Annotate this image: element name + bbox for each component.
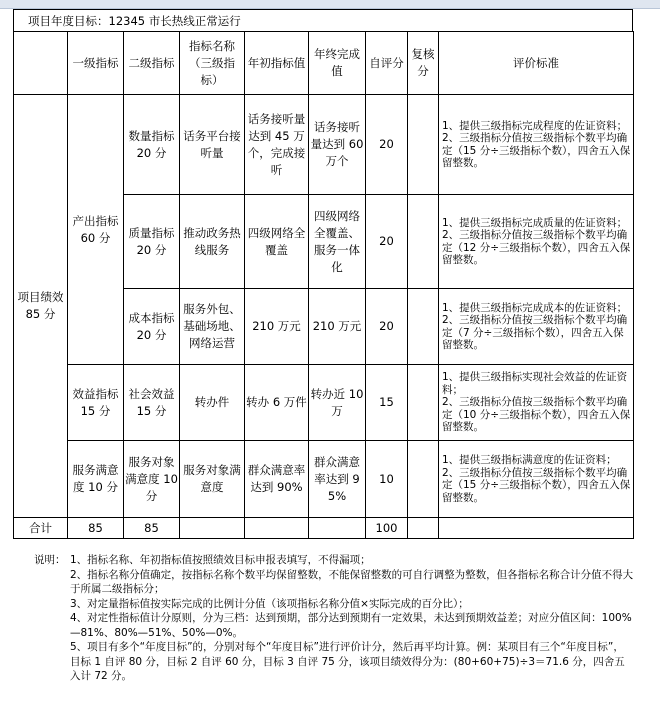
header-name: 指标名称（三级指标） <box>180 32 245 95</box>
final-cell: 转办近 10 万 <box>309 365 366 441</box>
note-item <box>34 568 634 597</box>
total-empty <box>245 518 309 539</box>
total-label: 合计 <box>14 518 68 539</box>
initial-cell: 210 万元 <box>245 289 309 365</box>
review-score-cell <box>408 195 439 289</box>
initial-cell: 群众满意率达到 90% <box>245 441 309 518</box>
note-text: 2、指标名称分值确定，按指标名称个数平均保留整数，不能保留整数的可自行调整为整数，但各指标名称合计分值不得大于所属二级指标分； <box>70 568 634 595</box>
notes-section <box>34 553 634 684</box>
review-score-cell <box>408 95 439 195</box>
level2-cell: 社会效益 15 分 <box>124 365 180 441</box>
standard-cell: 1、提供三级指标满意度的佐证资料； 2、三级指标分值按三级指标个数平均确定（15 分÷三级指标个数），四舍五入保留整数。 <box>439 441 634 518</box>
self-score-cell: 15 <box>366 365 408 441</box>
standard-cell: 1、提供三级指标完成成本的佐证资料； 2、三级指标分值按三级指标个数平均确定（7 分÷三级指标个数），四舍五入保留整数。 <box>439 289 634 365</box>
perf-label: 项目绩效 85 分 <box>14 95 68 518</box>
notes-label: 说明： <box>34 554 66 566</box>
project-goal: 项目年度目标：12345 市长热线正常运行 <box>13 9 633 31</box>
name-cell: 转办件 <box>180 365 245 441</box>
effect-label: 效益指标 15 分 <box>68 365 124 441</box>
table-row <box>14 441 634 518</box>
header-blank <box>14 32 68 95</box>
header-row <box>14 32 634 95</box>
evaluation-table <box>13 31 634 539</box>
note-item <box>34 597 634 612</box>
standard-cell: 1、提供三级指标完成质量的佐证资料； 2、三级指标分值按三级指标个数平均确定（12 分÷三级指标个数），四舍五入保留整数。 <box>439 195 634 289</box>
header-final: 年终完成值 <box>309 32 366 95</box>
table-row <box>14 95 634 195</box>
initial-cell: 话务接听量达到 45 万个，完成接听 <box>245 95 309 195</box>
header-level1: 一级指标 <box>68 32 124 95</box>
total-level1: 85 <box>68 518 124 539</box>
level2-cell: 数量指标 20 分 <box>124 95 180 195</box>
name-cell: 话务平台接听量 <box>180 95 245 195</box>
total-empty <box>180 518 245 539</box>
header-level2: 二级指标 <box>124 32 180 95</box>
self-score-cell: 20 <box>366 195 408 289</box>
header-initial: 年初指标值 <box>245 32 309 95</box>
note-item <box>34 640 634 684</box>
initial-cell: 四级网络全覆盖 <box>245 195 309 289</box>
review-score-cell <box>408 441 439 518</box>
header-self: 自评分 <box>366 32 408 95</box>
note-text: 1、指标名称、年初指标值按照绩效目标申报表填写，不得漏项； <box>70 554 371 566</box>
service-label: 服务满意度 10 分 <box>68 441 124 518</box>
header-review: 复核分 <box>408 32 439 95</box>
note-text: 5、项目有多个“年度目标”的，分别对每个“年度目标”进行评价计分，然后再平均计算。例：某项目有三个“年度目标”，目标 1 自评 80 分，目标 2 自评 60 分，目标 3 自评 75 分，该项目绩效得分为：(80+60+75)÷3＝71.6 分，四舍五入计 72 分。 <box>70 641 625 682</box>
self-score-cell: 20 <box>366 289 408 365</box>
review-score-cell <box>408 365 439 441</box>
total-level2: 85 <box>124 518 180 539</box>
final-cell: 四级网络全覆盖、服务一体化 <box>309 195 366 289</box>
total-self: 100 <box>366 518 408 539</box>
total-empty <box>439 518 634 539</box>
name-cell: 推动政务热线服务 <box>180 195 245 289</box>
note-text: 4、对定性指标值计分原则，分为三档：达到预期，部分达到预期有一定效果，未达到预期效益差；对应分值区间：100%—81%、80%—51%、50%—0%。 <box>70 612 632 639</box>
note-text: 3、对定量指标值按实际完成的比例计分值（该项指标名称分值×实际完成的百分比）； <box>70 597 469 610</box>
total-row <box>14 518 634 539</box>
initial-cell: 转办 6 万件 <box>245 365 309 441</box>
level2-cell: 成本指标 20 分 <box>124 289 180 365</box>
final-cell: 210 万元 <box>309 289 366 365</box>
output-label: 产出指标 60 分 <box>68 95 124 365</box>
name-cell: 服务外包、基础场地、网络运营 <box>180 289 245 365</box>
note-item <box>34 553 634 568</box>
total-empty <box>309 518 366 539</box>
total-empty <box>408 518 439 539</box>
final-cell: 群众满意率达到 95% <box>309 441 366 518</box>
standard-cell: 1、提供三级指标完成程度的佐证资料； 2、三级指标分值按三级指标个数平均确定（15 分÷三级指标个数），四舍五入保留整数。 <box>439 95 634 195</box>
self-score-cell: 10 <box>366 441 408 518</box>
name-cell: 服务对象满意度 <box>180 441 245 518</box>
standard-cell: 1、提供三级指标实现社会效益的佐证资料； 2、三级指标分值按三级指标个数平均确定（10 分÷三级指标个数），四舍五入保留整数。 <box>439 365 634 441</box>
self-score-cell: 20 <box>366 95 408 195</box>
note-item <box>34 611 634 640</box>
ruler-bar <box>0 0 660 9</box>
header-standard: 评价标准 <box>439 32 634 95</box>
level2-cell: 服务对象满意度 10 分 <box>124 441 180 518</box>
level2-cell: 质量指标 20 分 <box>124 195 180 289</box>
final-cell: 话务接听量达到 60 万个 <box>309 95 366 195</box>
table-row <box>14 365 634 441</box>
review-score-cell <box>408 289 439 365</box>
